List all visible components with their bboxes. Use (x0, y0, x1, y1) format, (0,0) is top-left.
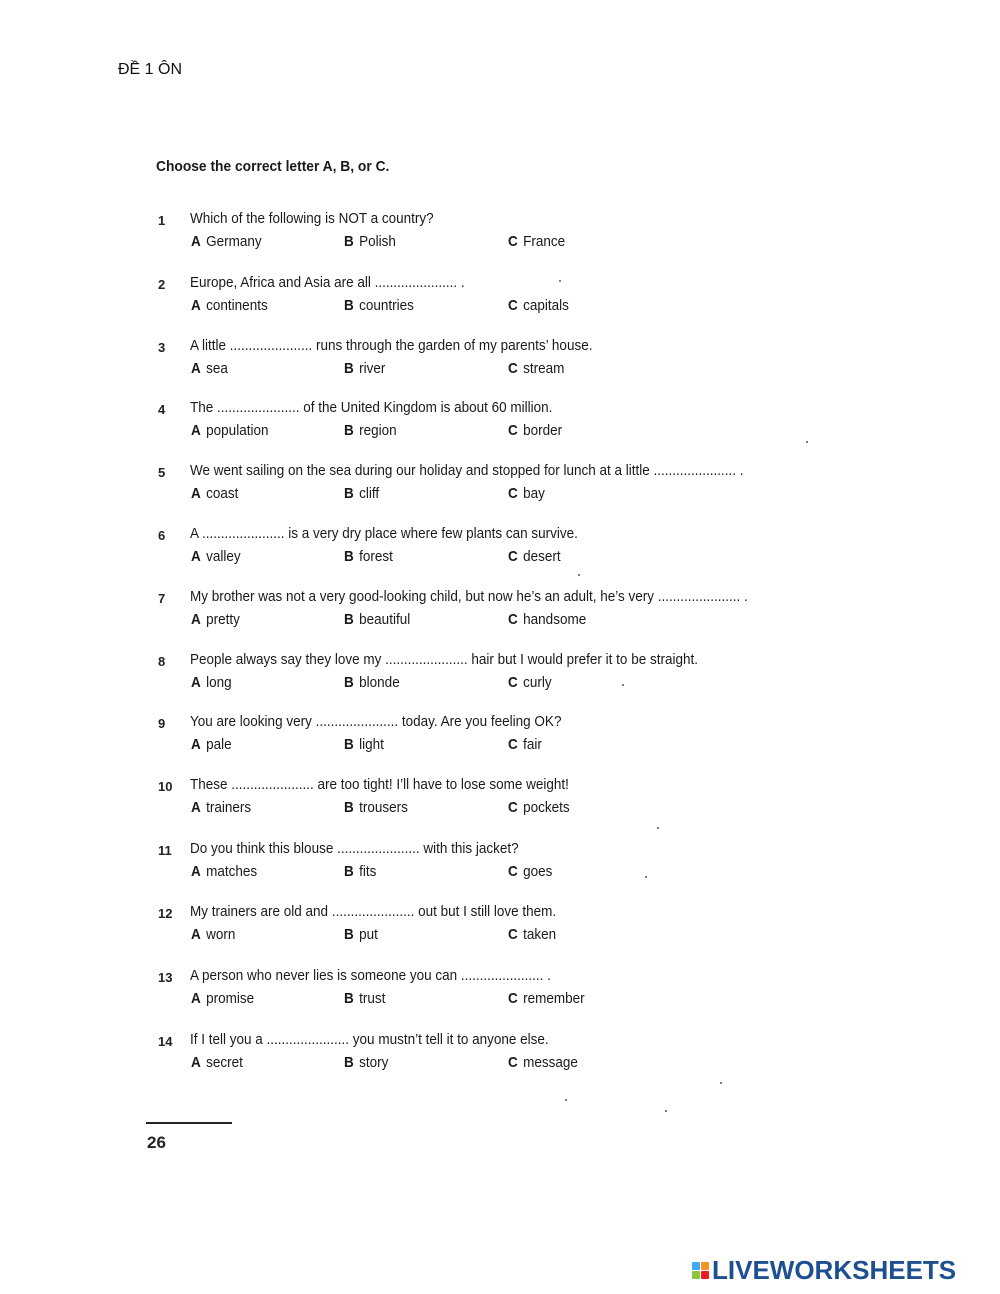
option-b (344, 674, 400, 691)
option-letter: B (344, 736, 354, 753)
option-b (344, 799, 408, 816)
option-c (508, 1054, 578, 1071)
option-letter: A (191, 1054, 201, 1071)
scan-speck (578, 574, 580, 576)
option-letter: B (344, 926, 354, 943)
option-text: border (523, 422, 563, 439)
question-text: We went sailing on the sea during our holiday and stopped for lunch at a little ...................... . (190, 462, 744, 479)
scan-speck (665, 1110, 667, 1112)
option-letter: B (344, 799, 354, 816)
option-letter: C (508, 990, 518, 1007)
question-number: 14 (158, 1034, 173, 1049)
question-number: 7 (158, 591, 166, 606)
option-letter: A (191, 863, 201, 880)
option-text: long (206, 674, 232, 691)
option-text: desert (523, 548, 561, 565)
option-c (508, 297, 569, 314)
option-text: coast (206, 485, 239, 502)
scan-speck (806, 441, 808, 443)
option-letter: A (191, 799, 201, 816)
option-b (344, 422, 397, 439)
question-number: 6 (158, 528, 166, 543)
option-a (191, 863, 257, 880)
question-item (158, 903, 878, 953)
option-text: promise (206, 990, 255, 1007)
option-text: worn (206, 926, 236, 943)
question-text: A ...................... is a very dry place where few plants can survive. (190, 525, 578, 542)
option-letter: A (191, 233, 201, 250)
footer-rule (146, 1122, 232, 1124)
option-letter: C (508, 422, 518, 439)
option-text: light (359, 736, 384, 753)
question-text: If I tell you a ...................... you mustn’t tell it to anyone else. (190, 1031, 549, 1048)
option-b (344, 548, 393, 565)
question-item (158, 651, 878, 701)
question-number: 5 (158, 465, 166, 480)
option-c (508, 611, 586, 628)
option-letter: B (344, 297, 354, 314)
option-text: trousers (359, 799, 408, 816)
option-letter: C (508, 863, 518, 880)
option-a (191, 674, 232, 691)
option-letter: C (508, 360, 518, 377)
option-letter: B (344, 360, 354, 377)
question-text: Europe, Africa and Asia are all ...................... . (190, 274, 465, 291)
question-number: 3 (158, 340, 166, 355)
option-text: pretty (206, 611, 240, 628)
option-text: matches (206, 863, 258, 880)
option-letter: C (508, 297, 518, 314)
question-number: 12 (158, 906, 173, 921)
option-letter: C (508, 485, 518, 502)
option-a (191, 233, 262, 250)
option-text: forest (359, 548, 393, 565)
option-c (508, 990, 585, 1007)
option-text: population (206, 422, 269, 439)
question-text: Which of the following is NOT a country? (190, 210, 434, 227)
option-text: taken (523, 926, 557, 943)
option-text: put (359, 926, 378, 943)
option-a (191, 990, 254, 1007)
option-c (508, 548, 561, 565)
option-text: goes (523, 863, 553, 880)
option-text: message (523, 1054, 578, 1071)
option-letter: B (344, 422, 354, 439)
option-text: fits (359, 863, 377, 880)
option-b (344, 233, 396, 250)
question-text: These ...................... are too tight! I’ll have to lose some weight! (190, 776, 569, 793)
option-a (191, 926, 235, 943)
question-text: My trainers are old and ...................... out but I still love them. (190, 903, 557, 920)
scan-speck (645, 876, 647, 878)
option-text: secret (206, 1054, 243, 1071)
question-number: 13 (158, 970, 173, 985)
option-text: pockets (523, 799, 570, 816)
option-letter: A (191, 485, 201, 502)
option-a (191, 799, 251, 816)
option-text: France (523, 233, 566, 250)
option-letter: A (191, 297, 201, 314)
question-number: 9 (158, 716, 166, 731)
option-a (191, 736, 232, 753)
option-letter: B (344, 1054, 354, 1071)
option-c (508, 422, 562, 439)
question-item (158, 840, 878, 890)
option-letter: B (344, 233, 354, 250)
option-letter: B (344, 990, 354, 1007)
question-item (158, 525, 878, 575)
question-item (158, 713, 878, 763)
question-text: A person who never lies is someone you can ...................... . (190, 967, 551, 984)
option-text: continents (206, 297, 268, 314)
question-item (158, 776, 878, 826)
option-a (191, 297, 268, 314)
option-text: capitals (523, 297, 569, 314)
option-b (344, 736, 384, 753)
option-a (191, 611, 240, 628)
option-letter: B (344, 674, 354, 691)
option-text: fair (523, 736, 542, 753)
option-c (508, 799, 570, 816)
option-letter: A (191, 548, 201, 565)
option-text: curly (523, 674, 552, 691)
question-text: A little ...................... runs through the garden of my parents’ house. (190, 337, 593, 354)
option-b (344, 926, 378, 943)
worksheet-title: ĐỀ 1 ÔN (118, 61, 183, 78)
option-text: remember (523, 990, 585, 1007)
option-text: handsome (523, 611, 587, 628)
option-text: valley (206, 548, 241, 565)
scan-speck (720, 1082, 722, 1084)
option-letter: A (191, 926, 201, 943)
liveworksheets-logo (692, 1255, 956, 1285)
question-text: My brother was not a very good-looking child, but now he’s an adult, he’s very ...................... . (190, 588, 748, 605)
option-letter: A (191, 736, 201, 753)
option-a (191, 485, 238, 502)
scan-speck (559, 280, 561, 282)
question-item (158, 462, 878, 512)
scan-speck (622, 684, 624, 686)
question-text: The ...................... of the United Kingdom is about 60 million. (190, 399, 553, 416)
option-text: story (359, 1054, 389, 1071)
option-letter: A (191, 360, 201, 377)
option-letter: C (508, 233, 518, 250)
option-letter: A (191, 990, 201, 1007)
option-letter: B (344, 485, 354, 502)
question-number: 1 (158, 213, 166, 228)
option-letter: C (508, 611, 518, 628)
instruction-text: Choose the correct letter A, B, or C. (156, 158, 390, 175)
option-c (508, 736, 542, 753)
option-letter: B (344, 863, 354, 880)
option-letter: A (191, 422, 201, 439)
option-c (508, 674, 552, 691)
question-item (158, 274, 878, 324)
option-letter: B (344, 611, 354, 628)
option-c (508, 485, 545, 502)
option-b (344, 611, 410, 628)
option-text: Polish (359, 233, 396, 250)
question-text: You are looking very ...................... today. Are you feeling OK? (190, 713, 562, 730)
option-text: bay (523, 485, 545, 502)
question-number: 2 (158, 277, 166, 292)
option-c (508, 233, 565, 250)
option-a (191, 422, 268, 439)
liveworksheets-logo-icon (692, 1262, 709, 1279)
scan-speck (657, 827, 659, 829)
option-letter: C (508, 736, 518, 753)
question-item (158, 1031, 878, 1081)
option-c (508, 863, 552, 880)
option-text: sea (206, 360, 228, 377)
option-c (508, 360, 564, 377)
option-text: countries (359, 297, 414, 314)
option-a (191, 360, 228, 377)
option-text: stream (523, 360, 565, 377)
option-b (344, 990, 385, 1007)
question-item (158, 210, 878, 260)
question-number: 10 (158, 779, 173, 794)
option-b (344, 485, 379, 502)
page-number: 26 (147, 1133, 166, 1152)
question-text: People always say they love my ...................... hair but I would prefer it to be straight. (190, 651, 698, 668)
logo-text: LIVEWORKSHEETS (712, 1254, 957, 1285)
option-letter: C (508, 799, 518, 816)
option-b (344, 1054, 388, 1071)
option-text: blonde (359, 674, 400, 691)
option-text: pale (206, 736, 232, 753)
question-item (158, 337, 878, 387)
option-letter: C (508, 674, 518, 691)
option-text: trainers (206, 799, 252, 816)
question-number: 11 (158, 843, 172, 858)
option-letter: C (508, 926, 518, 943)
option-letter: B (344, 548, 354, 565)
scan-speck (565, 1099, 567, 1101)
option-text: cliff (359, 485, 380, 502)
question-item (158, 588, 878, 638)
option-text: region (359, 422, 397, 439)
option-letter: A (191, 674, 201, 691)
option-text: beautiful (359, 611, 411, 628)
option-letter: A (191, 611, 201, 628)
option-text: Germany (206, 233, 262, 250)
option-text: river (359, 360, 386, 377)
question-item (158, 399, 878, 449)
question-number: 8 (158, 654, 166, 669)
option-b (344, 360, 385, 377)
option-letter: C (508, 548, 518, 565)
option-a (191, 1054, 243, 1071)
question-item (158, 967, 878, 1017)
question-text: Do you think this blouse ...................... with this jacket? (190, 840, 519, 857)
option-c (508, 926, 556, 943)
option-text: trust (359, 990, 386, 1007)
option-a (191, 548, 241, 565)
option-b (344, 863, 376, 880)
option-b (344, 297, 414, 314)
option-letter: C (508, 1054, 518, 1071)
question-number: 4 (158, 402, 166, 417)
